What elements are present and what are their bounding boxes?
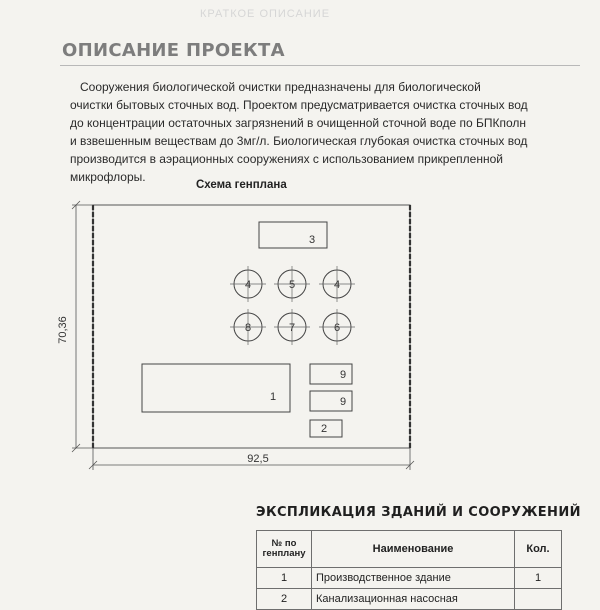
explication-title: ЭКСПЛИКАЦИЯ ЗДАНИЙ И СООРУЖЕНИЙ — [256, 505, 581, 520]
tank-label: 8 — [244, 322, 252, 334]
tank-6 — [319, 309, 355, 345]
tank-label: 6 — [333, 322, 341, 334]
faded-header-text: КРАТКОЕ ОПИСАНИЕ — [200, 8, 331, 20]
tank-8 — [230, 309, 266, 345]
description-line: производится в аэрационных сооружениях с использованием прикрепленной микрофлоры. — [70, 152, 503, 184]
explication-table — [256, 530, 562, 610]
tank-label: 4 — [244, 279, 252, 291]
dimension-width-label: 92,5 — [247, 453, 269, 465]
table-row — [257, 568, 562, 589]
description-line: Сооружения биологической очистки предназначены для биологической — [80, 80, 481, 94]
table-header-row — [257, 531, 562, 568]
header-qty: Кол. — [515, 531, 562, 568]
cell-qty: 1 — [515, 568, 562, 589]
description-line: до концентрации остаточных загрязнений в очищенной сточной воде по БПКполн — [70, 116, 527, 130]
description-line: и взвешенным веществам до 3мг/л. Биологическая глубокая очистка сточных вод — [70, 134, 528, 148]
tank-5 — [274, 266, 310, 302]
building-label: 9 — [340, 369, 347, 381]
section-title: ОПИСАНИЕ ПРОЕКТА — [62, 40, 285, 61]
building-label: 1 — [270, 391, 277, 403]
tank-4 — [230, 266, 266, 302]
site-plan-title: Схема генплана — [196, 179, 287, 191]
header-name: Наименование — [312, 531, 515, 568]
table-row — [257, 589, 562, 610]
tank-label: 7 — [288, 322, 296, 334]
cell-name: Производственное здание — [312, 568, 515, 589]
tank-4 — [319, 266, 355, 302]
building-label: 9 — [340, 396, 347, 408]
cell-num: 2 — [257, 589, 312, 610]
cell-num: 1 — [257, 568, 312, 589]
building-label: 3 — [309, 234, 316, 246]
tank-label: 4 — [333, 279, 341, 291]
building-1 — [142, 364, 290, 412]
description-line: очистки бытовых сточных вод. Проектом предусматривается очистка сточных вод — [70, 98, 528, 112]
dimension-height-label: 70,36 — [57, 316, 69, 344]
building-3 — [259, 222, 327, 248]
cell-qty — [515, 589, 562, 610]
header-num: № по генплану — [257, 531, 312, 568]
tank-7 — [274, 309, 310, 345]
cell-name: Канализационная насосная — [312, 589, 515, 610]
building-label: 2 — [321, 423, 328, 435]
tank-label: 5 — [288, 279, 296, 291]
